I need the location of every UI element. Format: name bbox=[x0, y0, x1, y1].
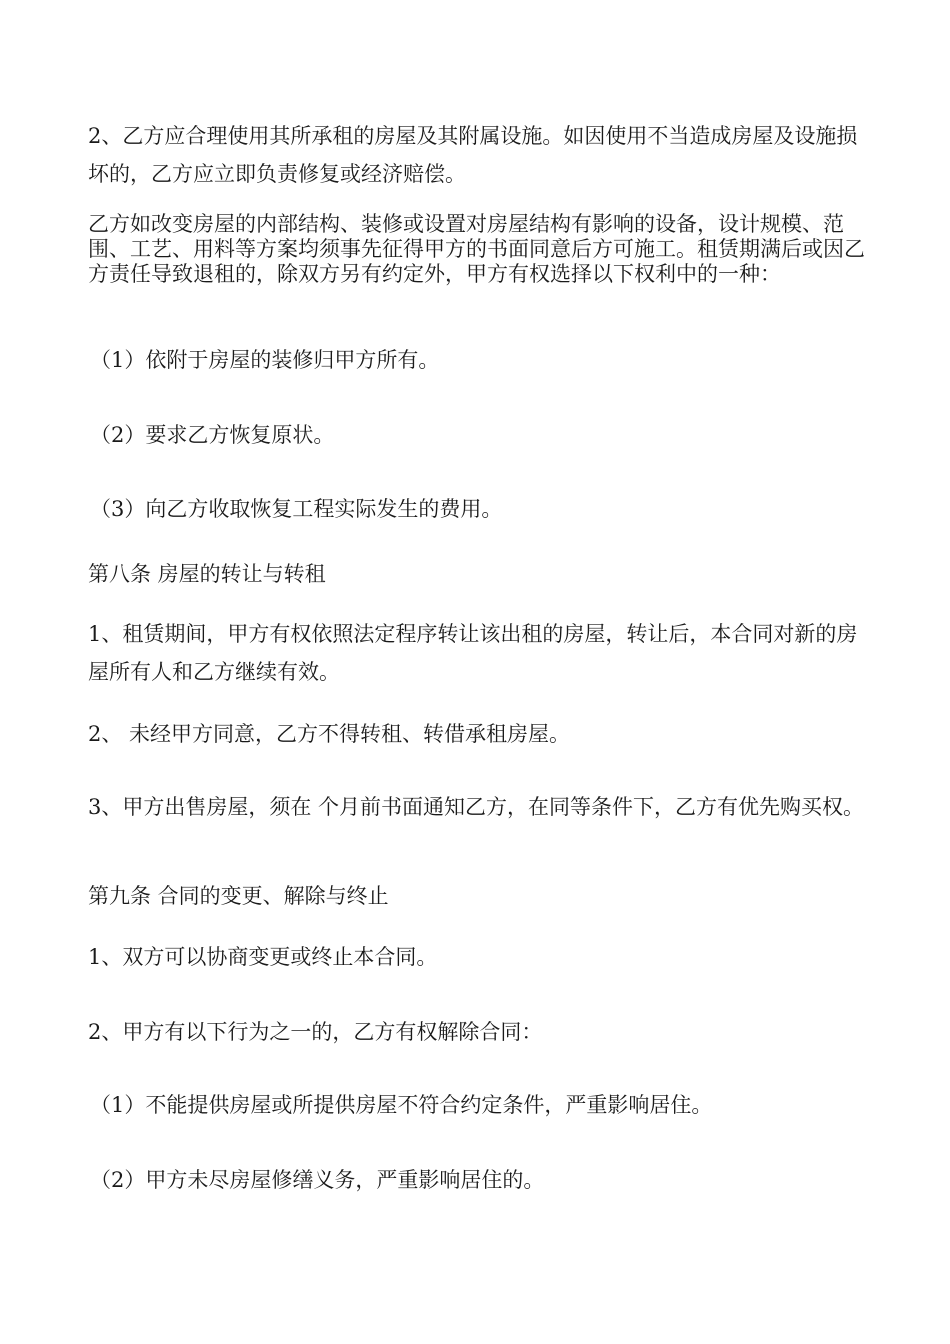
termination-reason-1: （1）不能提供房屋或所提供房屋不符合约定条件，严重影响居住。 bbox=[90, 1093, 713, 1117]
article-8-heading: 第八条 房屋的转让与转租 bbox=[88, 562, 326, 586]
clause-8-item-2: 2、 未经甲方同意，乙方不得转租、转借承租房屋。 bbox=[88, 722, 571, 746]
option-2: （2）要求乙方恢复原状。 bbox=[90, 423, 335, 447]
clause-8-item-3: 3、甲方出售房屋，须在 个月前书面通知乙方，在同等条件下，乙方有优先购买权。 bbox=[88, 795, 865, 819]
renovation-paragraph: 乙方如改变房屋的内部结构、装修或设置对房屋结构有影响的设备，设计规模、范围、工艺、用料等方案均须事先征得甲方的书面同意后方可施工。租赁期满后或因乙方责任导致退租的，除双方另有约定外，甲方有权选择以下权利中的一种： bbox=[88, 212, 865, 286]
clause-9-item-1: 1、双方可以协商变更或终止本合同。 bbox=[88, 945, 438, 969]
article-9-heading: 第九条 合同的变更、解除与终止 bbox=[88, 884, 389, 908]
clause-7-item-2: 2、乙方应合理使用其所承租的房屋及其附属设施。如因使用不当造成房屋及设施损坏的，乙方应立即负责修复或经济赔偿。 bbox=[88, 124, 858, 186]
option-1: （1）依附于房屋的装修归甲方所有。 bbox=[90, 348, 440, 372]
option-3: （3）向乙方收取恢复工程实际发生的费用。 bbox=[90, 497, 503, 521]
clause-9-item-2: 2、甲方有以下行为之一的，乙方有权解除合同： bbox=[88, 1020, 543, 1044]
clause-8-item-1: 1、租赁期间，甲方有权依照法定程序转让该出租的房屋，转让后，本合同对新的房屋所有人和乙方继续有效。 bbox=[88, 622, 858, 684]
termination-reason-2: （2）甲方未尽房屋修缮义务，严重影响居住的。 bbox=[90, 1168, 545, 1192]
